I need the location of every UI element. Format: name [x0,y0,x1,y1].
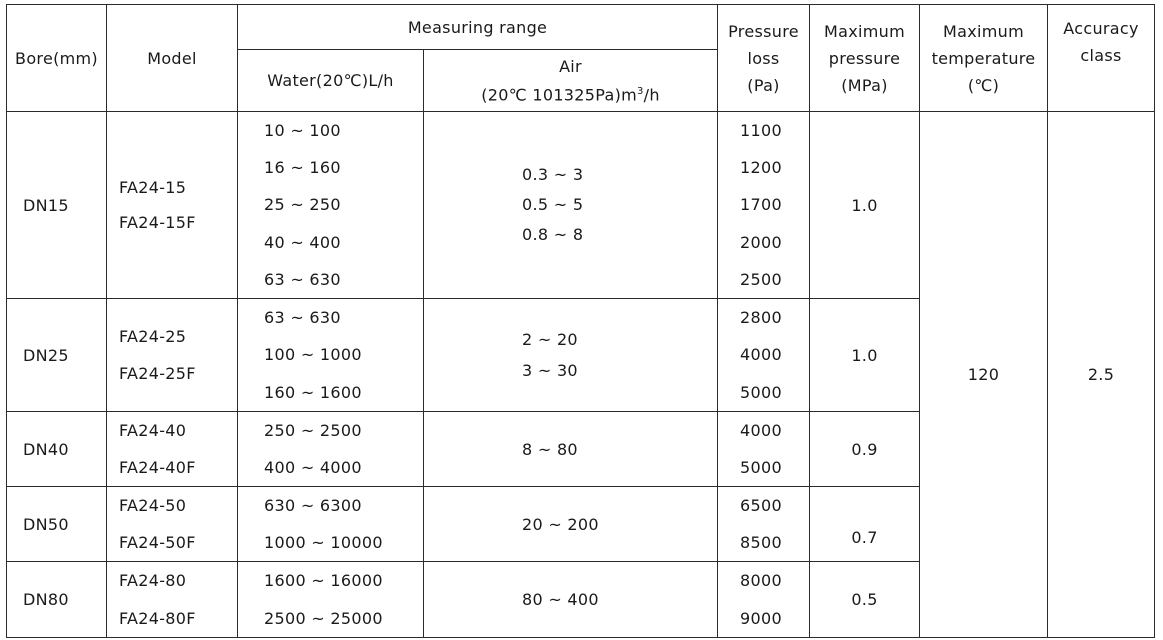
model-item: FA24-80F [119,608,196,628]
flowmeter-spec-table [6,4,1155,638]
water-range-item: 63 ~ 630 [264,269,341,289]
cell-bore: DN15 [7,112,107,299]
pressure-loss-item: 5000 [740,382,782,402]
pressure-loss-item: 2800 [740,308,782,328]
header-accuracy-line: Accuracy [1063,19,1139,38]
water-range-item: 1000 ~ 10000 [264,533,383,552]
model-item: FA24-50F [119,533,196,552]
header-max-temperature-line: temperature [931,48,1036,68]
cell-bore: DN50 [7,487,107,562]
air-range-item: 80 ~ 400 [522,590,599,609]
pressure-loss-item: 4000 [740,421,782,440]
pressure-loss-item: 2500 [740,269,782,289]
cell-pressure-loss [718,487,810,562]
cell-max-pressure: 0.7 [810,487,920,562]
air-range-item: 20 ~ 200 [522,514,599,534]
cell-max-pressure: 0.9 [810,412,920,487]
header-air [424,50,718,112]
header-air-line2 [424,79,717,107]
cell-air-range [424,487,718,562]
cell-pressure-loss [718,112,810,299]
header-max-temperature-line: (℃) [967,75,1000,95]
cell-water-range [238,562,424,638]
cell-accuracy-class: 2.5 [1048,112,1155,638]
water-range-item: 40 ~ 400 [264,232,341,252]
cell-water-range [238,299,424,412]
header-pressure-loss-line: loss [747,48,780,68]
pressure-loss-item: 5000 [740,458,782,477]
cell-model [107,487,238,562]
model-item: FA24-40 [119,421,187,440]
pressure-loss-item: 8000 [740,571,782,591]
cell-air-range [424,299,718,412]
water-range-item: 25 ~ 250 [264,195,341,215]
header-pressure-loss [718,5,810,112]
pressure-loss-item: 9000 [740,608,782,628]
header-accuracy-class [1048,5,1155,112]
model-item: FA24-25F [119,364,196,383]
cell-water-range [238,112,424,299]
cell-water-range [238,487,424,562]
air-range-item: 8 ~ 80 [522,439,578,459]
header-model: Model [107,5,238,112]
water-range-item: 100 ~ 1000 [264,345,362,365]
header-water: Water(20℃)L/h [238,50,424,112]
cell-model [107,562,238,638]
water-range-item: 63 ~ 630 [264,308,341,328]
model-item: FA24-40F [119,458,196,477]
pressure-loss-item: 2000 [740,232,782,252]
header-max-pressure-line: Maximum [824,21,905,41]
water-range-item: 250 ~ 2500 [264,421,362,440]
model-item: FA24-25 [119,327,187,346]
cell-max-pressure: 1.0 [810,112,920,299]
cell-pressure-loss [718,299,810,412]
header-max-temperature-line: Maximum [943,21,1024,41]
model-item: FA24-50 [119,496,187,515]
pressure-loss-item: 1100 [740,121,782,141]
cell-max-pressure: 0.5 [810,562,920,638]
cell-max-pressure: 1.0 [810,299,920,412]
air-range-item: 0.8 ~ 8 [522,225,584,244]
cell-pressure-loss [718,412,810,487]
cell-bore: DN25 [7,299,107,412]
water-range-item: 630 ~ 6300 [264,496,362,515]
header-max-pressure-line: pressure [828,48,901,68]
water-range-item: 1600 ~ 16000 [264,571,383,591]
air-range-item: 2 ~ 20 [522,330,578,349]
table-row [7,112,1155,299]
cell-air-range [424,412,718,487]
pressure-loss-item: 8500 [740,533,782,552]
cell-model [107,112,238,299]
pressure-loss-item: 6500 [740,496,782,515]
air-range-item: 0.3 ~ 3 [522,165,584,184]
air-range-item: 0.5 ~ 5 [522,195,584,214]
cell-model [107,412,238,487]
cell-water-range [238,412,424,487]
water-range-item: 16 ~ 160 [264,158,341,178]
header-bore: Bore(mm) [7,5,107,112]
water-range-item: 160 ~ 1600 [264,382,362,402]
pressure-loss-item: 4000 [740,345,782,365]
model-item: FA24-80 [119,571,187,591]
cell-air-range [424,562,718,638]
cell-air-range [424,112,718,299]
model-item: FA24-15F [119,213,196,232]
water-range-item: 400 ~ 4000 [264,458,362,477]
water-range-item: 2500 ~ 25000 [264,608,383,628]
header-max-pressure [810,5,920,112]
water-range-item: 10 ~ 100 [264,121,341,141]
cell-model [107,299,238,412]
cell-pressure-loss [718,562,810,638]
header-max-temperature [920,5,1048,112]
header-measuring-range: Measuring range [238,5,718,50]
pressure-loss-item: 1700 [740,195,782,215]
header-accuracy-line: class [1080,46,1122,65]
air-range-item: 3 ~ 30 [522,361,578,380]
header-pressure-loss-line: (Pa) [747,75,780,95]
header-air-unit: /h [643,85,660,105]
header-max-pressure-line: (MPa) [841,75,888,95]
cell-max-temperature: 120 [920,112,1048,638]
header-air-line1: Air [559,56,582,76]
header-pressure-loss-line: Pressure [728,21,799,41]
cell-bore: DN40 [7,412,107,487]
pressure-loss-item: 1200 [740,158,782,178]
header-air-superscript: 3 [637,85,644,97]
model-item: FA24-15 [119,178,187,197]
cell-bore: DN80 [7,562,107,638]
header-air-conditions: (20℃ 101325Pa)m [481,85,637,105]
